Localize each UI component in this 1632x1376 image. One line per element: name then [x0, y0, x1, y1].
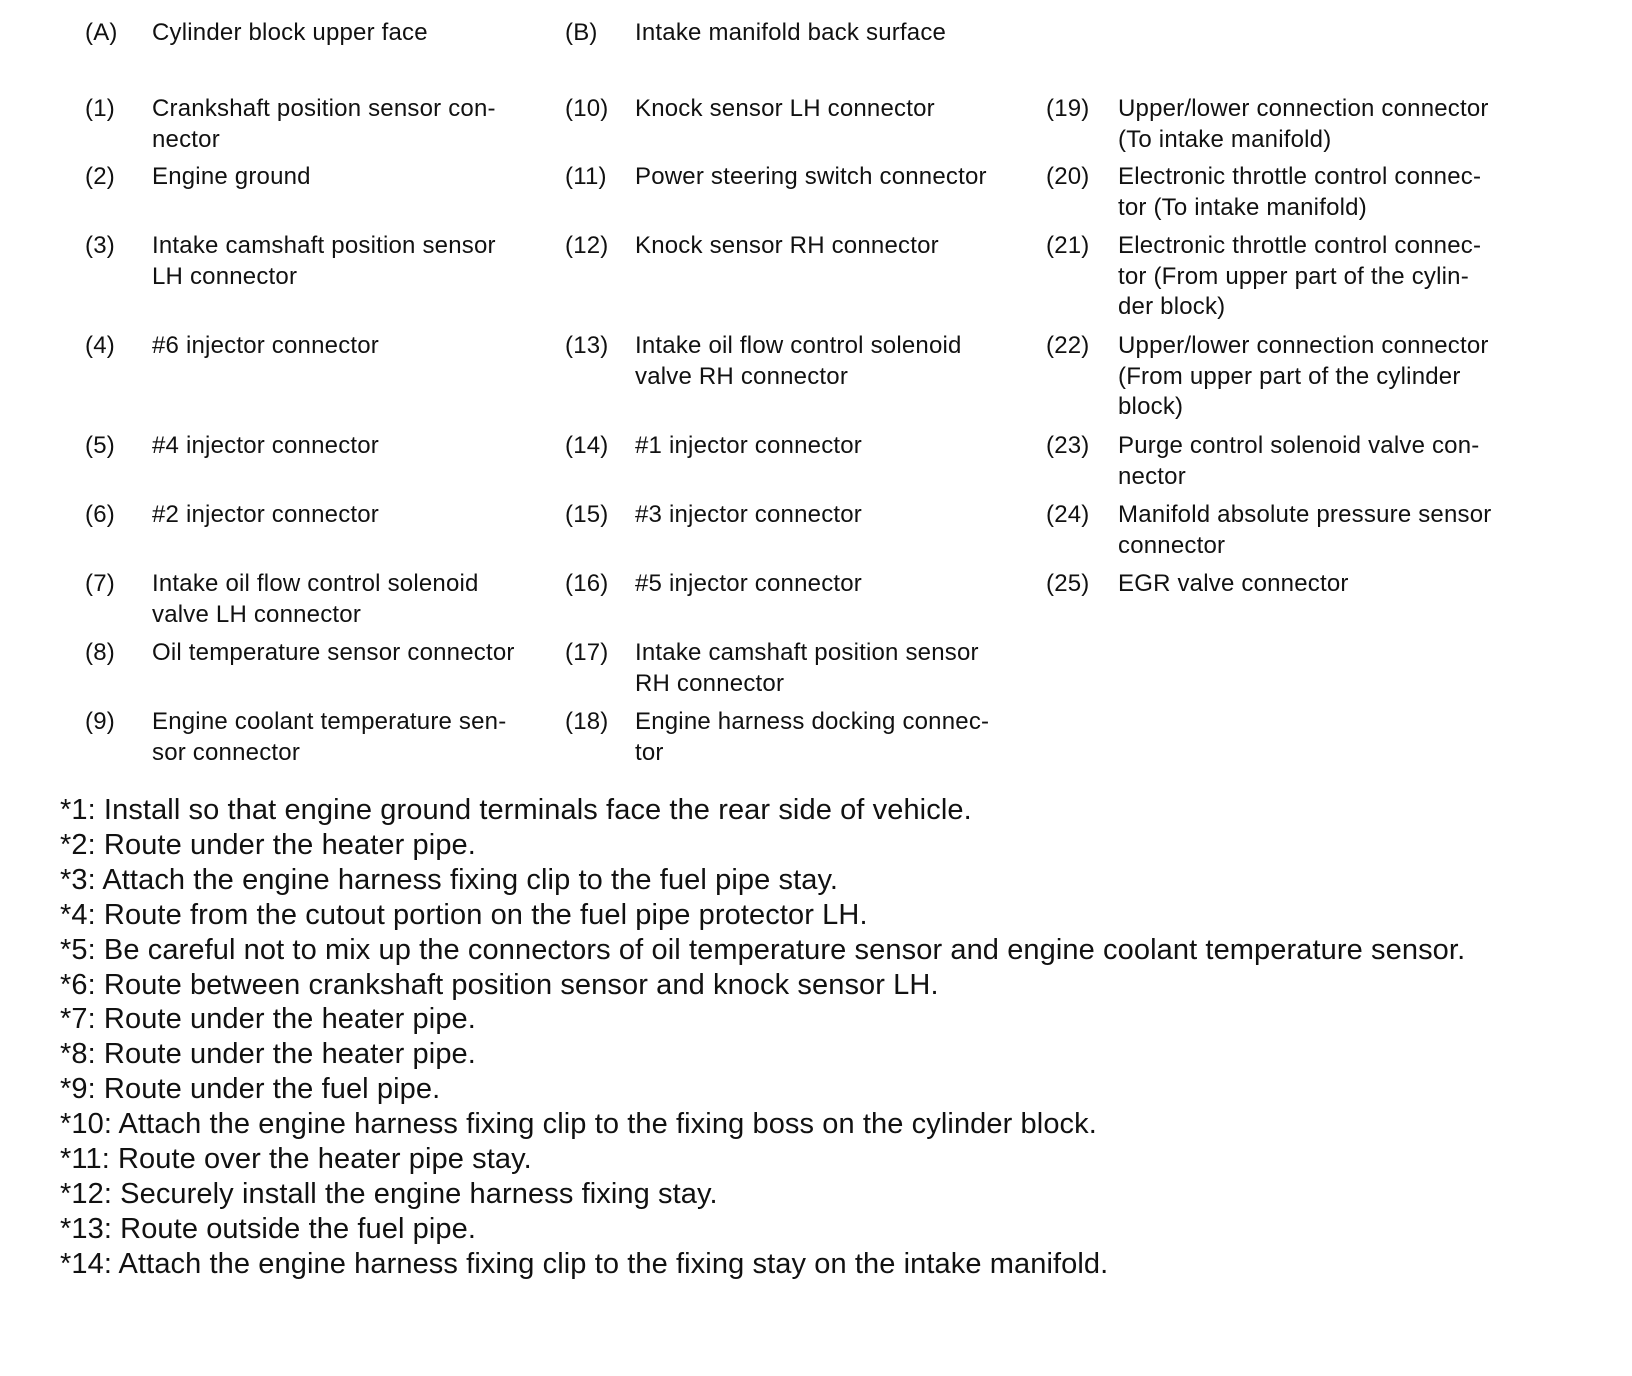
item-text: #4 injector connector: [152, 432, 379, 459]
item-text: #1 injector connector: [635, 432, 862, 459]
item-number: (17): [565, 639, 609, 666]
item-number: (B): [565, 19, 598, 46]
item-number: (A): [85, 19, 118, 46]
note-13: *13: Route outside the fuel pipe.: [60, 1212, 477, 1245]
item-text: Oil temperature sensor connector: [152, 639, 515, 666]
item-text: Engine harness docking connec- tor: [635, 708, 990, 766]
item-text: #3 injector connector: [635, 501, 862, 528]
note-11: *11: Route over the heater pipe stay.: [60, 1143, 532, 1176]
item-text: #2 injector connector: [152, 501, 379, 528]
item-text: EGR valve connector: [1118, 570, 1349, 597]
item-number: (2): [85, 163, 115, 190]
item-number: (21): [1046, 232, 1090, 259]
item-number: (16): [565, 570, 609, 597]
item-number: (11): [565, 163, 607, 190]
item-text: Power steering switch connector: [635, 163, 987, 190]
item-number: (8): [85, 639, 115, 666]
note-2: *2: Route under the heater pipe.: [60, 828, 476, 861]
item-number: (6): [85, 501, 115, 528]
item-number: (5): [85, 432, 115, 459]
note-7: *7: Route under the heater pipe.: [60, 1003, 476, 1036]
note-6: *6: Route between crankshaft position sensor and knock sensor LH.: [60, 968, 939, 1001]
item-text: Knock sensor RH connector: [635, 232, 939, 259]
item-text: Upper/lower connection connector (To intake manifold): [1118, 95, 1489, 153]
note-5: *5: Be careful not to mix up the connectors of oil temperature sensor and engine coolant temperature sensor.: [60, 933, 1466, 966]
item-text: Intake oil flow control solenoid valve LH connector: [152, 570, 479, 628]
item-number: (15): [565, 501, 609, 528]
item-number: (22): [1046, 332, 1090, 359]
item-text: Upper/lower connection connector (From upper part of the cylinder block): [1118, 332, 1489, 420]
installation-notes: [60, 793, 1600, 1282]
note-10: *10: Attach the engine harness fixing clip to the fixing boss on the cylinder block.: [60, 1108, 1097, 1141]
item-number: (18): [565, 708, 609, 735]
item-text: Knock sensor LH connector: [635, 95, 935, 122]
item-text: Intake manifold back surface: [635, 19, 947, 46]
item-text: Crankshaft position sensor con- nector: [152, 95, 496, 153]
item-text: Electronic throttle control connec- tor (From upper part of the cylin- der block): [1118, 232, 1482, 320]
item-number: (24): [1046, 501, 1090, 528]
item-text: Engine coolant temperature sen- sor connector: [152, 708, 507, 766]
item-text: Intake oil flow control solenoid valve RH connector: [635, 332, 962, 390]
note-14: *14: Attach the engine harness fixing clip to the fixing stay on the intake manifold.: [60, 1247, 1109, 1280]
item-text: Purge control solenoid valve con- nector: [1118, 432, 1480, 490]
item-text: #5 injector connector: [635, 570, 862, 597]
item-text: Electronic throttle control connec- tor (To intake manifold): [1118, 163, 1482, 221]
item-number: (10): [565, 95, 609, 122]
note-3: *3: Attach the engine harness fixing clip to the fuel pipe stay.: [60, 863, 839, 896]
note-1: *1: Install so that engine ground terminals face the rear side of vehicle.: [60, 794, 972, 826]
item-text: Intake camshaft position sensor LH connector: [152, 232, 496, 290]
item-number: (3): [85, 232, 115, 259]
item-number: (7): [85, 570, 115, 597]
note-9: *9: Route under the fuel pipe.: [60, 1073, 441, 1106]
note-8: *8: Route under the heater pipe.: [60, 1038, 476, 1071]
item-number: (25): [1046, 570, 1090, 597]
item-number: (12): [565, 232, 609, 259]
item-text: Engine ground: [152, 163, 311, 190]
note-4: *4: Route from the cutout portion on the fuel pipe protector LH.: [60, 898, 868, 931]
item-number: (23): [1046, 432, 1090, 459]
item-number: (1): [85, 95, 115, 122]
item-text: Manifold absolute pressure sensor connector: [1118, 501, 1492, 559]
item-text: #6 injector connector: [152, 332, 379, 359]
item-number: (4): [85, 332, 115, 359]
item-number: (14): [565, 432, 609, 459]
item-number: (13): [565, 332, 609, 359]
item-text: Cylinder block upper face: [152, 19, 428, 46]
item-number: (20): [1046, 163, 1090, 190]
note-12: *12: Securely install the engine harness fixing stay.: [60, 1177, 718, 1210]
item-number: (9): [85, 708, 115, 735]
item-number: (19): [1046, 95, 1090, 122]
item-text: Intake camshaft position sensor RH connector: [635, 639, 979, 697]
